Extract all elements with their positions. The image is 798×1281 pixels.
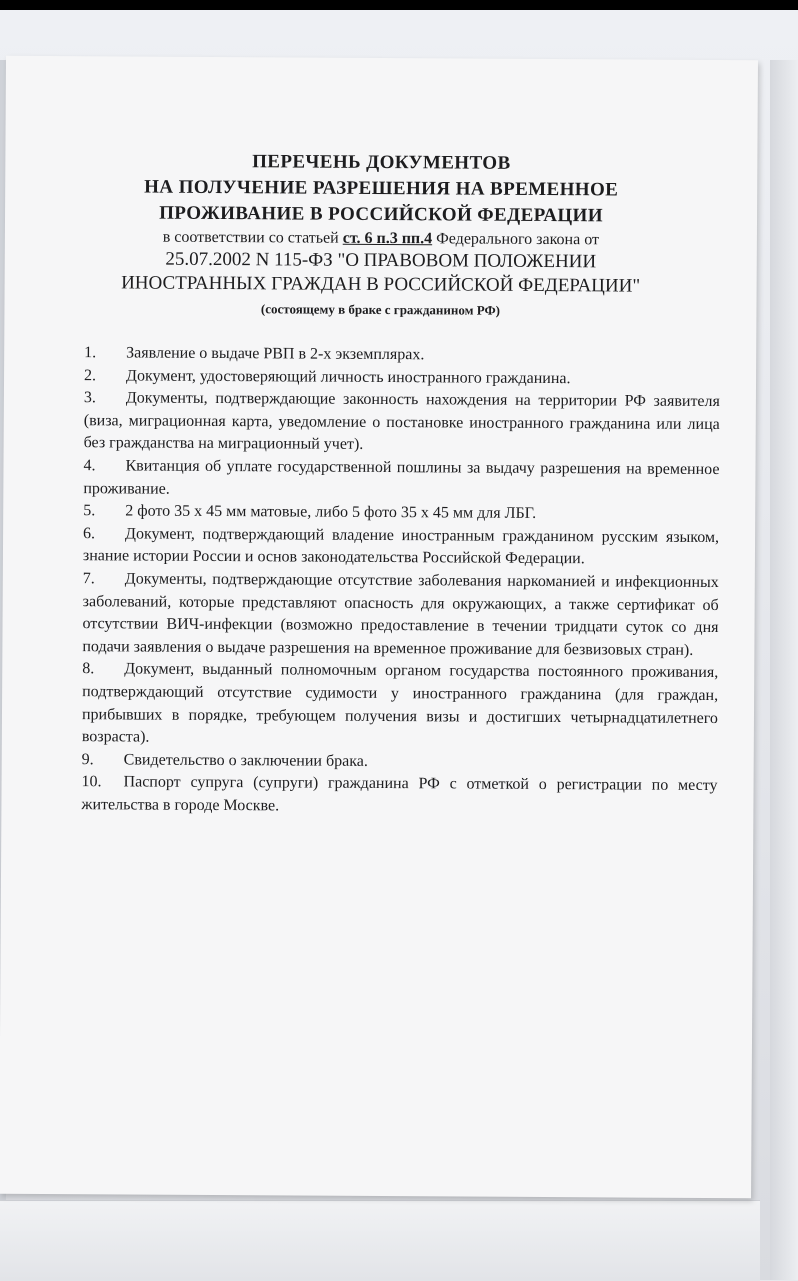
document-header [4,148,757,337]
title-line-3: ПРОЖИВАНИЕ В РОССИЙСКОЙ ФЕДЕРАЦИИ [159,202,603,227]
list-item [82,658,719,752]
list-item [81,771,717,820]
item-number: 10. [81,773,102,791]
adjacent-sheet-right [770,60,798,1280]
item-text: Заявление о выдаче РВП в 2-х экземплярах. [126,344,425,364]
item-number: 4. [83,457,96,475]
item-number: 9. [81,750,94,768]
item-text: 2 фото 35 х 45 мм матовые, либо 5 фото 35 х 45 мм для ЛБГ. [125,502,537,523]
item-text: Документ, подтверждающий владение иностранным гражданином русским языком, знание истории России и основ законодательства Российской Федерации. [82,525,720,568]
list-item [82,568,719,662]
item-text: Документы, подтверждающие отсутствие заболевания наркоманией и инфекционных заболеваний, которые представляют опасность для окружающих, а также сертификат об отсутствии ВИЧ-инфекции (возможно предоставление в течении тридцати суток со дня подачи заявления о выдаче разрешения на временное проживание для безвизовых стран). [82,570,719,659]
item-number: 1. [84,344,97,362]
item-number: 5. [83,502,96,520]
item-number: 6. [83,524,96,543]
basis-article: ст. 6 п.3 пп.4 [342,229,433,248]
item-text: Документы, подтверждающие законность нахождения на территории РФ заявителя (виза, миграционная карта, уведомление о постановке иностранного гражданина или лица без гражданства на миграционный учет). [83,389,720,454]
law-line-2: ИНОСТРАННЫХ ГРАЖДАН В РОССИЙСКОЙ ФЕДЕРАЦИИ" [121,272,641,297]
item-text: Свидетельство о заключении брака. [123,751,368,770]
document-page [0,56,758,1199]
list-item [84,387,720,459]
item-number: 8. [82,660,95,678]
item-text: Квитанция об уплате государственной пошлины за выдачу разрешения на временное проживание. [83,457,720,498]
item-number: 7. [82,570,95,588]
item-text: Документ, выданный полномочным органом государства постоянного проживания, подтверждающий отсутствие судимости у иностранного гражданина (для граждан, прибывших в порядке, требующем получения визы и достигших четырнадцатилетнего возраста). [81,660,719,746]
basis-suffix: Федерального закона от [432,230,600,249]
item-number: 2. [84,366,97,384]
document-note: (состоящему в браке с гражданином РФ) [260,301,501,318]
top-black-bar [0,0,798,10]
adjacent-sheet-bottom [0,1200,760,1281]
list-item [83,523,719,572]
list-item [83,455,719,504]
title-line-2: НА ПОЛУЧЕНИЕ РАЗРЕШЕНИЯ НА ВРЕМЕННОЕ [144,176,619,201]
documents-list [81,342,720,820]
item-text: Паспорт супруга (супруги) гражданина РФ с отметкой о регистрации по месту жительства в городе Москве. [81,773,718,815]
item-text: Документ, удостоверяющий личность иностранного гражданина. [126,367,571,387]
law-line-1: 25.07.2002 N 115-ФЗ "О ПРАВОВОМ ПОЛОЖЕНИИ [165,248,597,273]
basis-prefix: в соответствии со статьей [162,228,343,247]
list-item [84,342,720,368]
title-line-1: ПЕРЕЧЕНЬ ДОКУМЕНТОВ [252,151,511,174]
item-number: 3. [83,389,96,407]
